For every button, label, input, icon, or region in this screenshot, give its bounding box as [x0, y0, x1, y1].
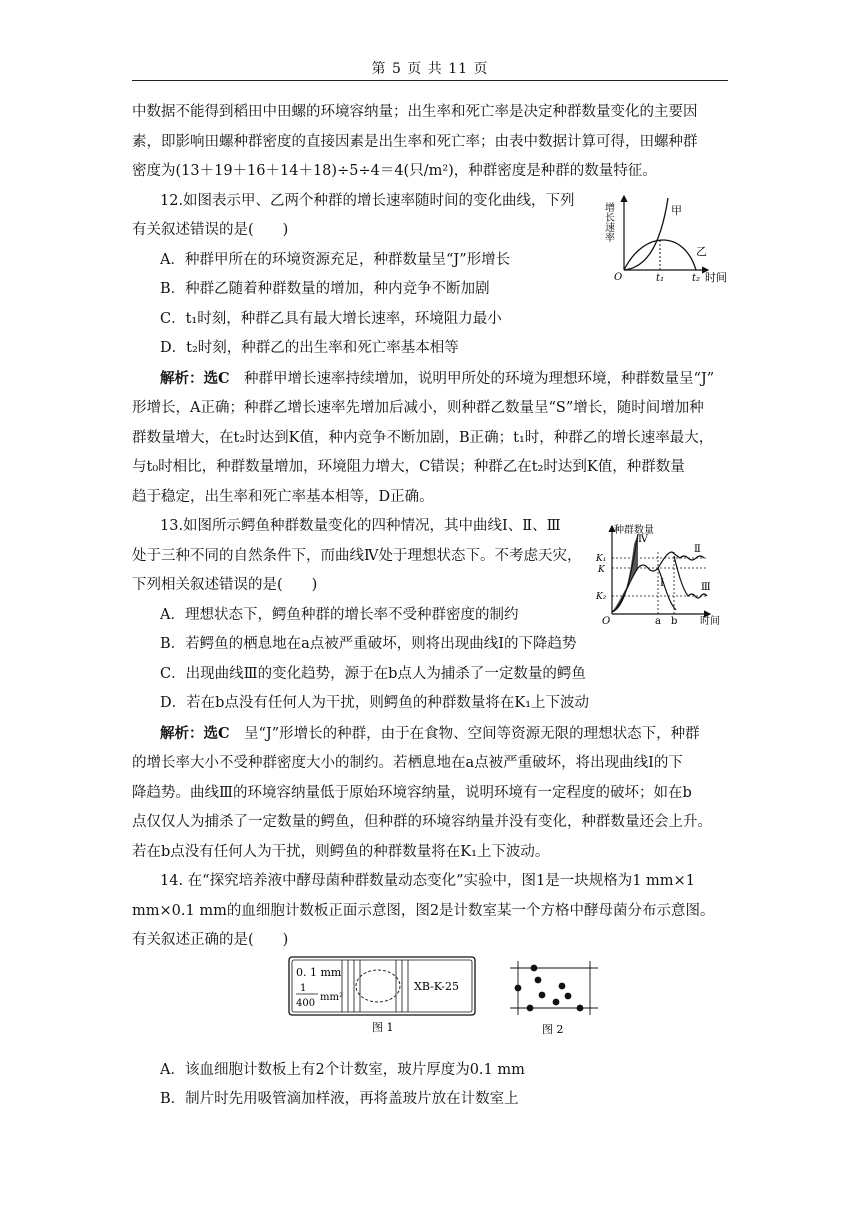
q13-explanation: 若在b点没有任何人为干扰，则鳄鱼的种群数量将在K₁上下波动。 [132, 843, 550, 860]
question-12-stem: 有关叙述错误的是( ) [132, 222, 289, 238]
y-axis-label: 增长速率 [602, 202, 614, 242]
q14-option-a: A．该血细胞计数板上有2个计数室，玻片厚度为0.1 mm [160, 1061, 525, 1078]
q13-explanation: 降趋势。曲线Ⅲ的环境容纳量低于原始环境容纳量，说明环境有一定程度的破坏；如在b [132, 784, 692, 801]
q13-explanation: 的增长率大小不受种群密度大小的制约。若栖息地在a点被严重破坏，将出现曲线Ⅰ的下 [132, 755, 683, 771]
question-13-stem: 处于三种不同的自然条件下，而曲线Ⅳ处于理想状态下。不考虑天灾， [132, 547, 582, 564]
q12-explanation: 与t₀时相比，种群数量增加，环境阻力增大，C错误；种群乙在t₂时达到K值，种群数量 [132, 459, 685, 475]
q14-figure-2 [506, 960, 606, 1038]
x-axis-label: 时间 [700, 616, 720, 627]
q13-population-figure [594, 522, 730, 626]
t2-label: t₂ [692, 273, 701, 284]
area-unit: mm² [320, 992, 343, 1003]
curve-iv-label: Ⅳ [638, 534, 648, 545]
shaded-area [612, 534, 638, 612]
origin-label: O [602, 616, 611, 627]
q13-option-a: A．理想状态下，鳄鱼种群的增长率不受种群密度的制约 [160, 606, 519, 623]
q12-growth-rate-figure [604, 190, 734, 282]
q12-option-a: A．种群甲所在的环境资源充足，种群数量呈“J”形增长 [160, 251, 511, 268]
t1-label: t₁ [656, 273, 665, 284]
yeast-cell [565, 993, 572, 1000]
answer-label: 解析：选C [160, 724, 230, 742]
q13-explanation [132, 719, 732, 750]
page-header: 第 5 页 共 11 页 [371, 61, 489, 77]
text-line: 素，即影响田螺种群密度的直接因素是出生率和死亡率；由表中数据计算可得，田螺种群 [132, 133, 698, 150]
yeast-cell [559, 983, 566, 990]
question-12-stem: 12.如图表示甲、乙两个种群的增长速率随时间的变化曲线，下列 [160, 192, 575, 209]
k1-label: K₁ [596, 554, 607, 564]
thickness-label: 0. 1 mm [296, 966, 342, 979]
q13-option-d: D．若在b点没有任何人为干扰，则鳄鱼的种群数量将在K₁上下波动 [160, 695, 590, 711]
q12-explanation: 形增长，A正确；种群乙增长速率先增加后减小，则种群乙数量呈“S”增长，随时间增加种 [132, 400, 704, 416]
q12-option-b: B．种群乙随着种群数量的增加，种内竞争不断加剧 [160, 281, 490, 297]
yeast-cell [515, 985, 522, 992]
q14-option-b: B．制片时先用吸管滴加样液，再将盖玻片放在计数室上 [160, 1091, 519, 1107]
explanation-text: 呈“J”形增长的种群，由于在食物、空间等资源无限的理想状态下，种群 [244, 725, 700, 742]
yeast-cell [535, 977, 542, 984]
q12-explanation [132, 364, 732, 395]
curve-iii-label: Ⅲ [701, 582, 711, 593]
question-13-stem: 下列相关叙述错误的是( ) [132, 577, 318, 593]
series-jia-label: 甲 [671, 204, 682, 217]
q12-option-d: D．t₂时刻，种群乙的出生率和死亡率基本相等 [160, 340, 459, 356]
curve-i [658, 568, 676, 610]
explanation-text: 种群甲增长速率持续增加，说明甲所处的环境为理想环境，种群数量呈“J” [244, 370, 715, 387]
question-14-stem: mm×0.1 mm的血细胞计数板正面示意图，图2是计数室某一个方格中酵母菌分布示意图。 [132, 902, 715, 919]
curve-ii-label: Ⅱ [694, 544, 701, 555]
curve-i-label: Ⅰ [660, 578, 664, 589]
point-b-label: b [671, 616, 678, 627]
question-14-stem: 有关叙述正确的是( ) [132, 932, 289, 948]
fraction-denominator: 400 [296, 998, 316, 1009]
question-14-stem: 14. 在“探究培养液中酵母菌种群数量动态变化”实验中，图1是一块规格为1 mm×1 [160, 873, 695, 889]
text-line: 密度为(13＋19＋16＋14＋18)÷5÷4＝4(只/m²)，种群密度是种群的数量特征。 [132, 163, 657, 179]
question-13-stem: 13.如图所示鳄鱼种群数量变化的四种情况，其中曲线Ⅰ、Ⅱ、Ⅲ [160, 518, 561, 534]
k2-label: K₂ [596, 592, 607, 602]
point-a-label: a [655, 616, 661, 627]
yeast-cell [527, 1005, 534, 1012]
text-line: 中数据不能得到稻田中田螺的环境容纳量；出生率和死亡率是决定种群数量变化的主要因 [132, 104, 698, 120]
figure-2-caption: 图 2 [542, 1023, 564, 1036]
q13-explanation: 点仅仅人为捕杀了一定数量的鳄鱼，但种群的环境容纳量并没有变化，种群数量还会上升。 [132, 814, 712, 830]
fraction-numerator: 1 [300, 983, 307, 994]
y-axis-label: 种群数量 [614, 525, 654, 536]
header-rule [132, 80, 728, 81]
model-label: XB-K-25 [414, 980, 459, 993]
q12-option-c: C．t₁时刻，种群乙具有最大增长速率，环境阻力最小 [160, 310, 502, 327]
yeast-cell [531, 965, 538, 972]
q13-option-b: B．若鳄鱼的栖息地在a点被严重破坏，则将出现曲线Ⅰ的下降趋势 [160, 636, 577, 652]
q14-figure-1 [288, 955, 478, 1037]
q13-option-c: C．出现曲线Ⅲ的变化趋势，源于在b点人为捕杀了一定数量的鳄鱼 [160, 665, 586, 682]
answer-label: 解析：选C [160, 369, 230, 387]
series-yi-label: 乙 [696, 245, 707, 258]
q12-explanation: 群数量增大，在t₂时达到K值，种内竞争不断加剧，B正确；t₁时，种群乙的增长速率最大， [132, 429, 714, 446]
yeast-cell [577, 1005, 584, 1012]
q12-explanation: 趋于稳定，出生率和死亡率基本相等，D正确。 [132, 488, 434, 505]
origin-label: O [614, 272, 623, 283]
k-label: K [598, 565, 605, 575]
figure-1-caption: 图 1 [372, 1021, 394, 1034]
yeast-cell [539, 992, 546, 999]
yeast-cell [553, 999, 560, 1006]
x-axis-label: 时间 [705, 271, 727, 284]
